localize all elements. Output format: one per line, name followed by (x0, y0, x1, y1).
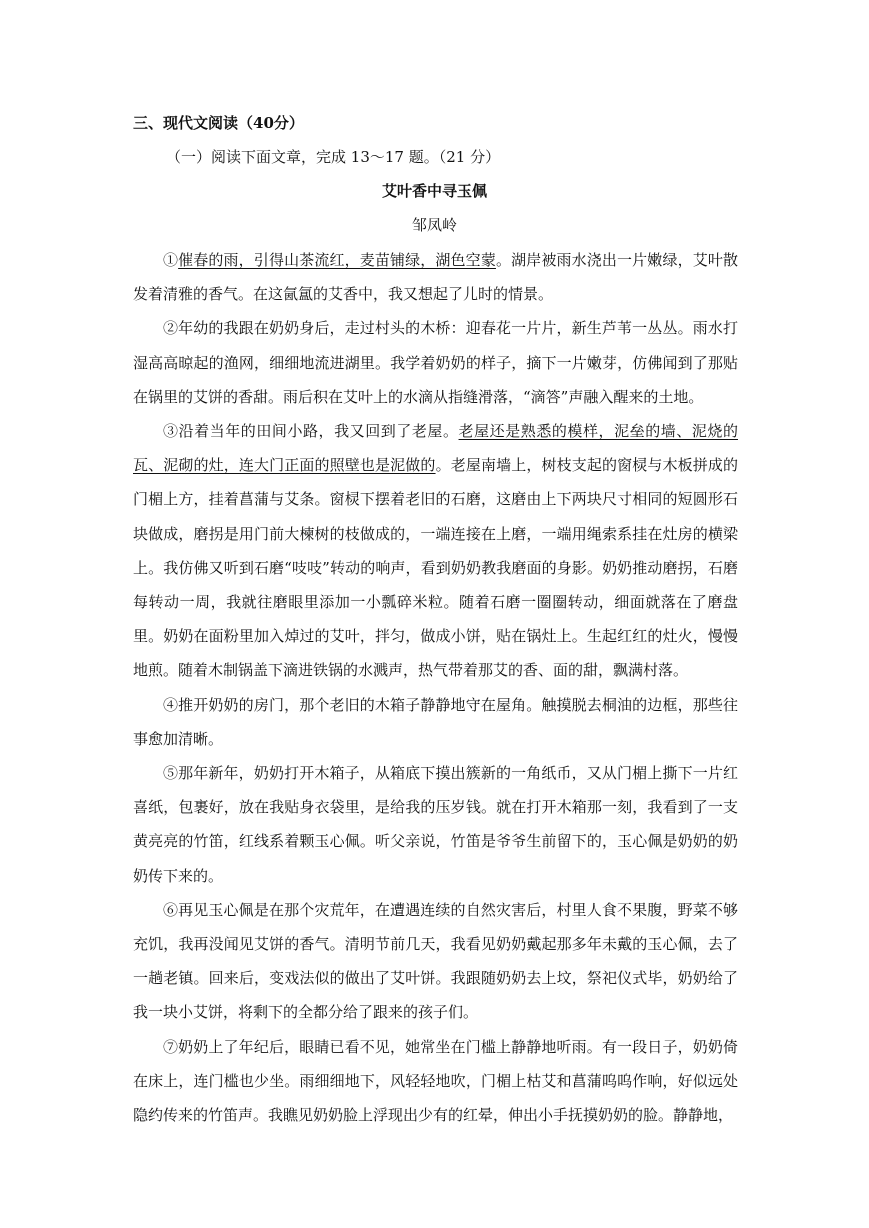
paragraph-text: 推开奶奶的房门，那个老旧的木箱子静静地守在屋角。触摸脱去桐油的边框，那些往事愈加清晰。 (133, 695, 738, 748)
underlined-sentence: 老屋还是熟悉的模样，泥垒的墙、泥烧的瓦、泥砌的灶，连大门正面的照壁也是泥做的 (133, 422, 738, 475)
paragraph-marker: ⑤ (163, 764, 179, 783)
paragraph-marker: ① (163, 251, 179, 269)
paragraph-7 (133, 1030, 738, 1133)
paragraph-marker: ② (163, 319, 179, 338)
section-heading: 三、现代文阅读（40分） (133, 114, 304, 132)
paragraph-2 (133, 311, 738, 414)
paragraph-text: 沿着当年的田间小路，我又回到了老屋。 (178, 422, 459, 441)
paragraph-text: 那年新年，奶奶打开木箱子，从箱底下摸出簇新的一角纸币，又从门楣上撕下一片红喜纸，包裹好，放在我贴身衣袋里，是给我的压岁钱。就在打开木箱那一刻，我看到了一支黄亮亮的竹笛，红线系着颗玉心佩。听父亲说，竹笛是爷爷生前留下的，玉心佩是奶奶的奶奶传下来的。 (133, 764, 738, 885)
paragraph-marker: ④ (163, 695, 179, 714)
paragraph-text: 。老屋南墙上，树枝支起的窗棂与木板拼成的门楣上方，挂着菖蒲与艾条。窗棂下摆着老旧的石磨，这磨由上下两块尺寸相同的短圆形石块做成，磨拐是用门前大楝树的枝做成的，一端连接在上磨，一端用绳索系挂在灶房的横梁上。我仿佛又听到石磨“吱吱”转动的响声，看到奶奶教我磨面的身影。奶奶推动磨拐，石磨每转动一周，我就往磨眼里添加一小瓢碎米粒。随着石磨一圈圈转动，细面就落在了磨盘里。奶奶在面粉里加入焯过的艾叶，拌匀，做成小饼，贴在锅灶上。生起红红的灶火，慢慢地煎。随着木制锅盖下滴进铁锅的水溅声，热气带着那艾的香、面的甜，飘满村落。 (133, 456, 738, 680)
paragraph-marker: ⑥ (163, 900, 179, 919)
paragraph-4 (133, 688, 738, 756)
reading-instruction: （一）阅读下面文章，完成 13～17 题。（21 分） (166, 148, 501, 166)
paragraph-marker: ⑦ (163, 1037, 179, 1056)
article-title: 艾叶香中寻玉佩 (381, 182, 487, 200)
paragraph-text: 奶奶上了年纪后，眼睛已看不见，她常坐在门槛上静静地听雨。有一段日子，奶奶倚在床上，连门槛也少坐。雨细细地下，风轻轻地吹，门楣上枯艾和菖蒲呜呜作响，好似远处隐约传来的竹笛声。我瞧见奶奶脸上浮现出少有的红晕，伸出小手抚摸奶奶的脸。静静地， (133, 1037, 738, 1125)
underlined-sentence: 催春的雨，引得山茶流红，麦苗铺绿，湖色空蒙 (178, 251, 496, 269)
paragraph-text: 。湖岸被雨水浇出一片嫩绿，艾叶散发着清雅的香气。在这氤氲的艾香中，我又想起了儿时的情景。 (133, 251, 738, 304)
paragraph-3 (133, 414, 738, 688)
article-author: 邹凤岭 (411, 216, 457, 234)
paragraph-text: 年幼的我跟在奶奶身后，走过村头的木桥：迎春花一片片，新生芦苇一丛丛。雨水打湿高高晾起的渔网，细细地流进湖里。我学着奶奶的样子，摘下一片嫩芽，仿佛闻到了那贴在锅里的艾饼的香甜。雨后积在艾叶上的水滴从指缝滑落，“滴答”声融入醒来的土地。 (133, 319, 738, 406)
paragraph-6 (133, 893, 738, 1030)
paragraph-text: 再见玉心佩是在那个灾荒年，在遭遇连续的自然灾害后，村里人食不果腹，野菜不够充饥，我再没闻见艾饼的香气。清明节前几天，我看见奶奶戴起那多年未戴的玉心佩，去了一趟老镇。回来后，变戏法似的做出了艾叶饼。我跟随奶奶去上坟，祭祀仪式毕，奶奶给了我一块小艾饼，将剩下的全都分给了跟来的孩子们。 (133, 900, 738, 1022)
paragraph-1 (133, 243, 738, 311)
article-body (133, 243, 738, 1132)
paragraph-marker: ③ (163, 422, 179, 441)
paragraph-5 (133, 756, 738, 893)
